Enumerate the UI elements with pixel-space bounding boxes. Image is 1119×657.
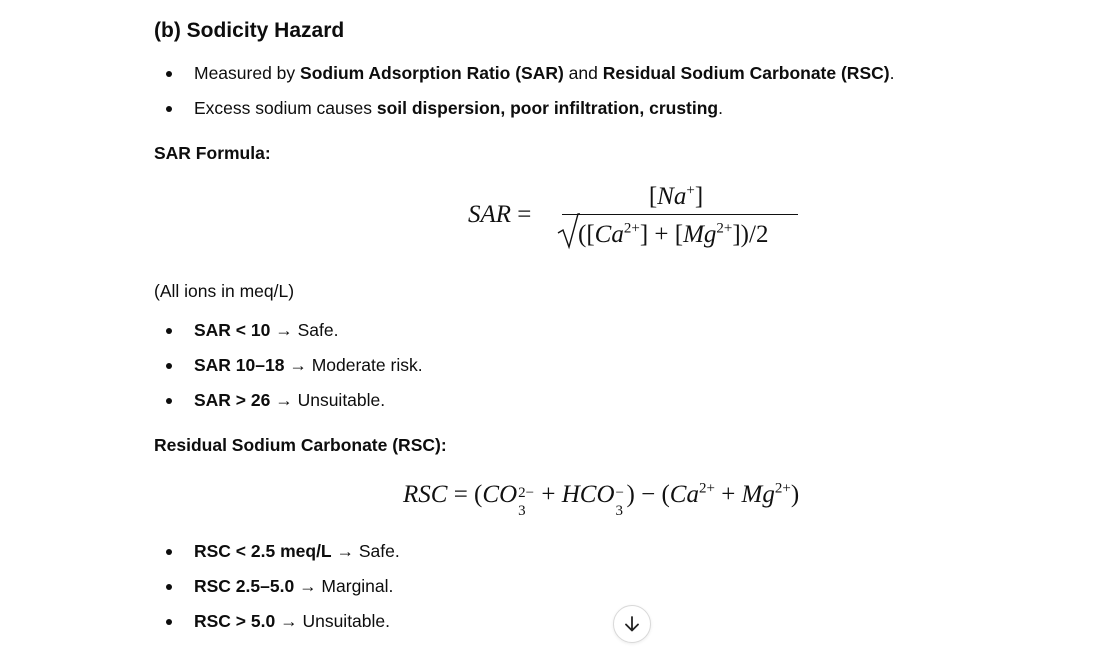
sar-formula-heading: SAR Formula: [154, 143, 271, 163]
units-note: (All ions in meq/L) [154, 281, 295, 301]
sar-denominator: $([Ca^{2+}] + [Mg^{2+}])/2$ [556, 215, 796, 255]
sar-numerator: [Na+] [648, 182, 704, 210]
sar-formula [468, 180, 808, 260]
section-title: (b) Sodicity Hazard [154, 19, 345, 42]
sar-formula-lhs: SAR = [468, 201, 532, 228]
scroll-to-bottom-button[interactable] [613, 605, 651, 643]
sqrt-radical-icon [556, 211, 580, 251]
rsc-formula: RSC = (CO 2− 3 + HCO − 3 ) − $(Ca^{2+} + Mg^{2+})$ [403, 480, 800, 519]
arrow-down-icon [623, 615, 641, 633]
rsc-heading: Residual Sodium Carbonate (RSC): [154, 435, 447, 455]
